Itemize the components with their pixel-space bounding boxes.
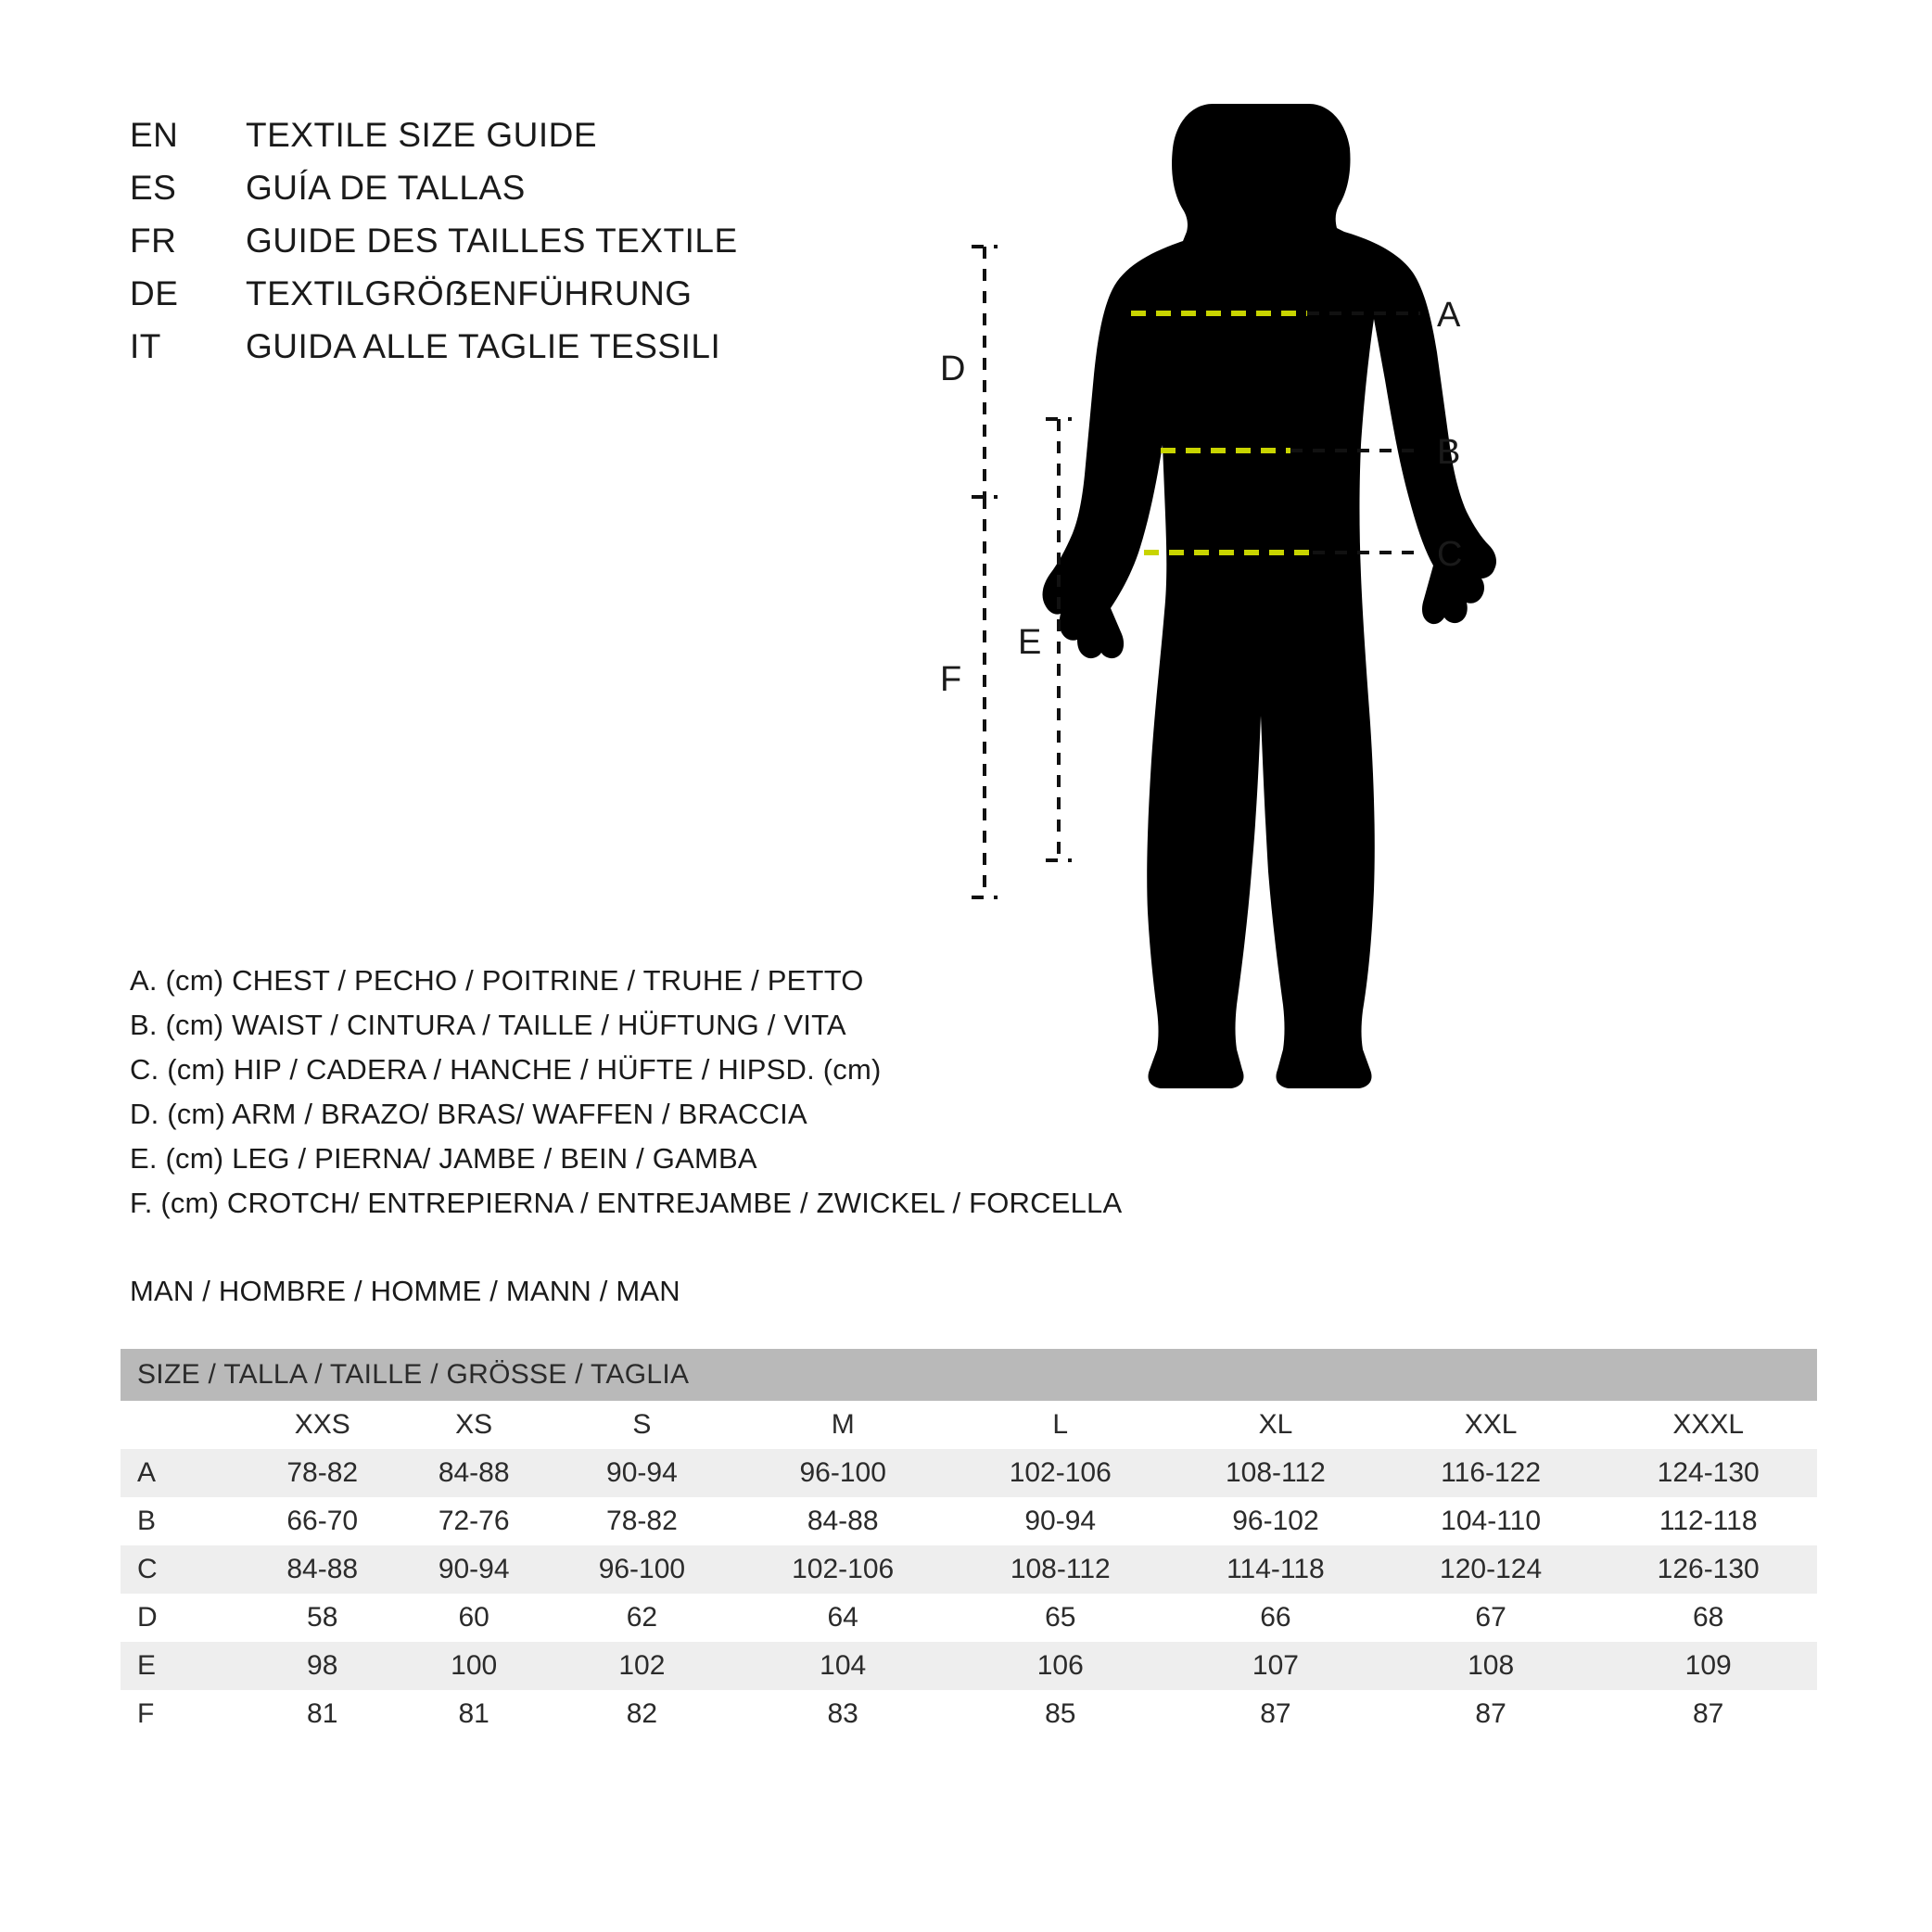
row-label-f: F [121,1690,247,1738]
size-header-xxl: XXL [1382,1401,1600,1449]
cell-b-xl: 96-102 [1169,1497,1382,1545]
dimension-d-line [972,247,998,497]
cell-c-xl: 114-118 [1169,1545,1382,1594]
legend-item-c: C. (cm) HIP / CADERA / HANCHE / HÜFTE / HIPSD. (cm) [130,1053,882,1086]
measurement-legend [130,964,1122,1231]
cell-a-xxs: 78-82 [247,1449,398,1497]
cell-f-xs: 81 [398,1690,549,1738]
cell-f-xxxl: 87 [1599,1690,1817,1738]
language-code: ES [130,169,177,207]
callout-label-c: C [1437,535,1463,574]
size-header-m: M [734,1401,952,1449]
legend-item-b: B. (cm) WAIST / CINTURA / TAILLE / HÜFTUNG / VITA [130,1009,846,1041]
table-row-sizes [121,1401,1817,1449]
language-code: FR [130,222,177,260]
cell-f-l: 85 [951,1690,1169,1738]
title-row [130,327,738,380]
cell-a-s: 90-94 [550,1449,734,1497]
language-code: EN [130,116,179,154]
cell-a-xs: 84-88 [398,1449,549,1497]
size-header-xxs: XXS [247,1401,398,1449]
dimension-label-d: D [940,350,966,388]
title-row [130,116,738,169]
cell-f-xl: 87 [1169,1690,1382,1738]
cell-c-xxxl: 126-130 [1599,1545,1817,1594]
cell-d-m: 64 [734,1594,952,1642]
cell-e-xxs: 98 [247,1642,398,1690]
cell-a-xxl: 116-122 [1382,1449,1600,1497]
title-row [130,274,738,327]
size-header-s: S [550,1401,734,1449]
cell-c-s: 96-100 [550,1545,734,1594]
table-row [121,1642,1817,1690]
language-title: TEXTILGRÖẞENFÜHRUNG [246,274,693,312]
male-silhouette-icon [1043,104,1496,1088]
row-label-d: D [121,1594,247,1642]
cell-e-xxl: 108 [1382,1642,1600,1690]
table-header-band [121,1349,1817,1401]
size-header-xs: XS [398,1401,549,1449]
size-header-xxxl: XXXL [1599,1401,1817,1449]
cell-e-l: 106 [951,1642,1169,1690]
cell-d-xl: 66 [1169,1594,1382,1642]
cell-d-xxl: 67 [1382,1594,1600,1642]
cell-d-l: 65 [951,1594,1169,1642]
cell-f-xxs: 81 [247,1690,398,1738]
cell-f-s: 82 [550,1690,734,1738]
legend-item-d: D. (cm) ARM / BRAZO/ BRAS/ WAFFEN / BRACCIA [130,1098,807,1130]
dimension-label-f: F [940,660,962,699]
cell-b-xxl: 104-110 [1382,1497,1600,1545]
table-row [121,1497,1817,1545]
cell-c-m: 102-106 [734,1545,952,1594]
cell-e-m: 104 [734,1642,952,1690]
language-title: GUIDE DES TAILLES TEXTILE [246,222,738,260]
language-code: IT [130,327,161,365]
row-label-b: B [121,1497,247,1545]
table-row [121,1449,1817,1497]
gender-label: MAN / HOMBRE / HOMME / MANN / MAN [130,1275,680,1307]
cell-e-xs: 100 [398,1642,549,1690]
cell-a-l: 102-106 [951,1449,1169,1497]
dimension-e-line [1046,419,1072,860]
cell-e-xl: 107 [1169,1642,1382,1690]
cell-d-xxs: 58 [247,1594,398,1642]
size-header-xl: XL [1169,1401,1382,1449]
cell-c-xxs: 84-88 [247,1545,398,1594]
cell-a-xxxl: 124-130 [1599,1449,1817,1497]
cell-c-l: 108-112 [951,1545,1169,1594]
cell-a-m: 96-100 [734,1449,952,1497]
cell-b-xxs: 66-70 [247,1497,398,1545]
cell-b-l: 90-94 [951,1497,1169,1545]
title-row [130,222,738,274]
cell-b-m: 84-88 [734,1497,952,1545]
size-table [121,1349,1817,1738]
table-row [121,1545,1817,1594]
cell-d-s: 62 [550,1594,734,1642]
dimension-f-line [972,497,998,897]
callout-label-a: A [1437,296,1461,335]
cell-b-s: 78-82 [550,1497,734,1545]
row-label-empty [121,1401,247,1449]
table-row [121,1594,1817,1642]
row-label-c: C [121,1545,247,1594]
language-title: TEXTILE SIZE GUIDE [246,116,598,154]
size-band-label: SIZE / TALLA / TAILLE / GRÖSSE / TAGLIA [121,1349,1817,1401]
language-title: GUIDA ALLE TAGLIE TESSILI [246,327,721,365]
cell-c-xs: 90-94 [398,1545,549,1594]
row-label-a: A [121,1449,247,1497]
legend-item-a: A. (cm) CHEST / PECHO / POITRINE / TRUHE / PETTO [130,964,864,997]
language-title-block [130,116,738,380]
language-title: GUÍA DE TALLAS [246,169,526,207]
cell-f-xxl: 87 [1382,1690,1600,1738]
cell-a-xl: 108-112 [1169,1449,1382,1497]
cell-d-xxxl: 68 [1599,1594,1817,1642]
callout-label-b: B [1437,433,1461,472]
cell-b-xxxl: 112-118 [1599,1497,1817,1545]
legend-item-f: F. (cm) CROTCH/ ENTREPIERNA / ENTREJAMBE / ZWICKEL / FORCELLA [130,1187,1123,1219]
cell-f-m: 83 [734,1690,952,1738]
cell-e-xxxl: 109 [1599,1642,1817,1690]
row-label-e: E [121,1642,247,1690]
table-row [121,1690,1817,1738]
title-row [130,169,738,222]
cell-b-xs: 72-76 [398,1497,549,1545]
dimension-label-e: E [1018,623,1042,662]
legend-item-e: E. (cm) LEG / PIERNA/ JAMBE / BEIN / GAMBA [130,1142,757,1175]
size-header-l: L [951,1401,1169,1449]
language-code: DE [130,274,179,312]
body-measurement-diagram [940,74,1910,1233]
cell-e-s: 102 [550,1642,734,1690]
cell-d-xs: 60 [398,1594,549,1642]
cell-c-xxl: 120-124 [1382,1545,1600,1594]
